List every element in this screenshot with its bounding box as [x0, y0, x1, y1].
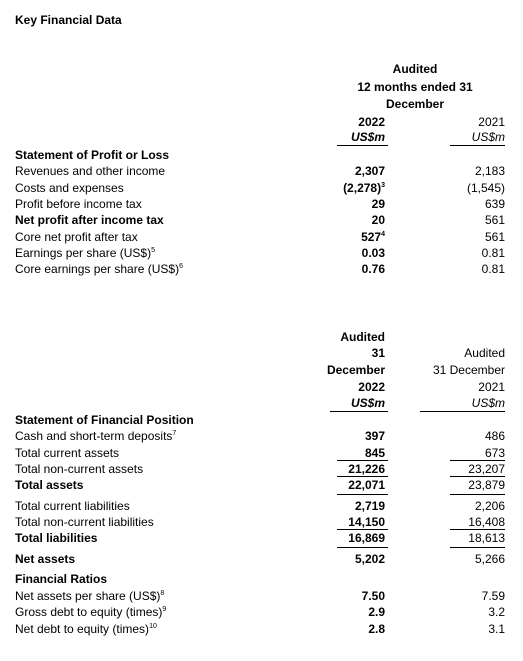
fp-subtotal-line-2022 — [337, 460, 388, 461]
fp-header-31-december: 31 December — [432, 363, 505, 377]
footnote-marker: 10 — [149, 623, 157, 630]
fp-double-line-2021 — [450, 494, 505, 495]
fp-row-2021: 486 — [484, 429, 505, 443]
fp-header-year-2021: 2021 — [478, 380, 505, 394]
fp-header-december: December — [326, 363, 385, 377]
pl-row-2022: 0.03 — [361, 246, 385, 260]
fp-unit-2021: US$m — [471, 396, 505, 410]
fp-row-2022: 5,202 — [354, 552, 385, 566]
fp-double-line-2022 — [337, 547, 388, 548]
ratio-row-label — [15, 622, 157, 636]
pl-row-2022: 20 — [371, 213, 385, 227]
footnote-marker: 4 — [381, 231, 385, 238]
fp-header-31: 31 — [371, 346, 385, 360]
fp-row-2021: 23,207 — [468, 462, 505, 476]
pl-year-2022: 2022 — [358, 115, 385, 129]
fp-row-2022: 14,150 — [348, 515, 385, 529]
fp-row-2021: 5,266 — [474, 552, 505, 566]
pl-row-label: Costs and expenses — [15, 181, 124, 195]
footnote-marker: 6 — [179, 263, 183, 270]
fp-underline-2021 — [420, 411, 505, 412]
fp-double-line-2021 — [450, 547, 505, 548]
pl-header-period: 12 months ended 31 — [357, 80, 473, 94]
footnote-marker: 9 — [162, 606, 167, 613]
fp-unit-2022: US$m — [350, 396, 385, 410]
pl-row-2022: 2,307 — [354, 164, 385, 178]
pl-row-2021: 639 — [484, 197, 505, 211]
fp-row-2021: 23,879 — [468, 478, 505, 492]
ratio-row-label-text: Net assets per share (US$) — [15, 589, 161, 603]
footnote-marker: 8 — [160, 590, 165, 597]
fp-row-label: Total liabilities — [15, 531, 98, 545]
pl-section-title: Statement of Profit or Loss — [15, 148, 170, 162]
fp-row-2022: 845 — [364, 446, 385, 460]
pl-row-2022 — [315, 181, 385, 195]
pl-header-audited: Audited — [392, 62, 438, 76]
fp-total-line-2022 — [337, 529, 388, 530]
fp-row-label: Total current liabilities — [15, 499, 130, 513]
ratio-row-2022: 2.8 — [368, 622, 385, 636]
pl-year-2021: 2021 — [478, 115, 505, 129]
pl-header-december: December — [385, 97, 445, 111]
pl-row-2021: (1,545) — [466, 181, 505, 195]
fp-header-audited-2022: Audited — [340, 330, 385, 344]
pl-row-label — [15, 262, 183, 276]
footnote-marker: 3 — [381, 182, 385, 189]
fp-row-label — [15, 429, 176, 443]
fp-total-line-2021 — [450, 529, 505, 530]
ratio-row-label-text: Net debt to equity (times) — [15, 622, 150, 636]
fp-total-line-2021 — [450, 476, 505, 477]
pl-row-label-text: Core earnings per share (US$) — [15, 262, 180, 276]
fp-row-2022: 22,071 — [348, 478, 385, 492]
pl-unit-2022: US$m — [350, 130, 385, 144]
footnote-marker: 5 — [151, 247, 155, 254]
pl-row-label: Revenues and other income — [15, 164, 166, 178]
pl-row-label: Core net profit after tax — [15, 230, 138, 244]
pl-row-2022: 29 — [371, 197, 385, 211]
fp-row-2022: 2,719 — [354, 499, 385, 513]
fp-underline-2022 — [330, 411, 388, 412]
fp-row-2021: 18,613 — [468, 531, 505, 545]
ratio-row-2021: 3.1 — [488, 622, 505, 636]
fp-row-2022: 397 — [364, 429, 385, 443]
pl-underline-2021 — [450, 145, 505, 146]
pl-unit-2021: US$m — [471, 130, 505, 144]
pl-row-2021: 561 — [484, 213, 505, 227]
fp-row-2021: 16,408 — [468, 515, 505, 529]
ratio-row-2021: 7.59 — [481, 589, 505, 603]
ratio-row-2021: 3.2 — [488, 605, 505, 619]
pl-row-label — [15, 246, 155, 260]
pl-row-2021: 2,183 — [474, 164, 505, 178]
fp-row-label: Total non-current liabilities — [15, 515, 154, 529]
fp-row-2021: 673 — [484, 446, 505, 460]
fp-double-line-2022 — [337, 494, 388, 495]
pl-row-2021: 0.81 — [481, 262, 505, 276]
fp-row-2021: 2,206 — [474, 499, 505, 513]
fp-subtotal-line-2021 — [450, 460, 505, 461]
pl-row-label: Net profit after income tax — [15, 213, 164, 227]
fp-header-audited-2021: Audited — [464, 346, 505, 360]
pl-row-2022: 0.76 — [361, 262, 385, 276]
fp-row-label: Total current assets — [15, 446, 120, 460]
fp-section-title: Statement of Financial Position — [15, 413, 194, 427]
pl-row-label-text: Earnings per share (US$) — [15, 246, 152, 260]
pl-row-label: Profit before income tax — [15, 197, 142, 211]
pl-underline-2022 — [337, 145, 388, 146]
fp-header-year-2022: 2022 — [358, 380, 385, 394]
fp-total-line-2022 — [337, 476, 388, 477]
fp-row-label: Net assets — [15, 552, 76, 566]
fp-row-label: Total assets — [15, 478, 84, 492]
pl-row-2021: 0.81 — [481, 246, 505, 260]
page-title: Key Financial Data — [15, 13, 122, 27]
fp-row-label-text: Cash and short-term deposits — [15, 429, 173, 443]
ratio-row-2022: 7.50 — [361, 589, 385, 603]
ratio-row-2022: 2.9 — [368, 605, 385, 619]
fp-row-label: Total non-current assets — [15, 462, 144, 476]
pl-row-2022-value: (2,278) — [343, 181, 382, 195]
ratios-section-title: Financial Ratios — [15, 572, 108, 586]
ratio-row-label — [15, 605, 166, 619]
fp-row-2022: 21,226 — [348, 462, 385, 476]
ratio-row-label — [15, 589, 164, 603]
pl-row-2022 — [315, 230, 385, 244]
pl-row-2022-value: 527 — [361, 230, 382, 244]
ratio-row-label-text: Gross debt to equity (times) — [15, 605, 163, 619]
pl-row-2021: 561 — [484, 230, 505, 244]
footnote-marker: 7 — [172, 430, 177, 437]
fp-row-2022: 16,869 — [348, 531, 385, 545]
